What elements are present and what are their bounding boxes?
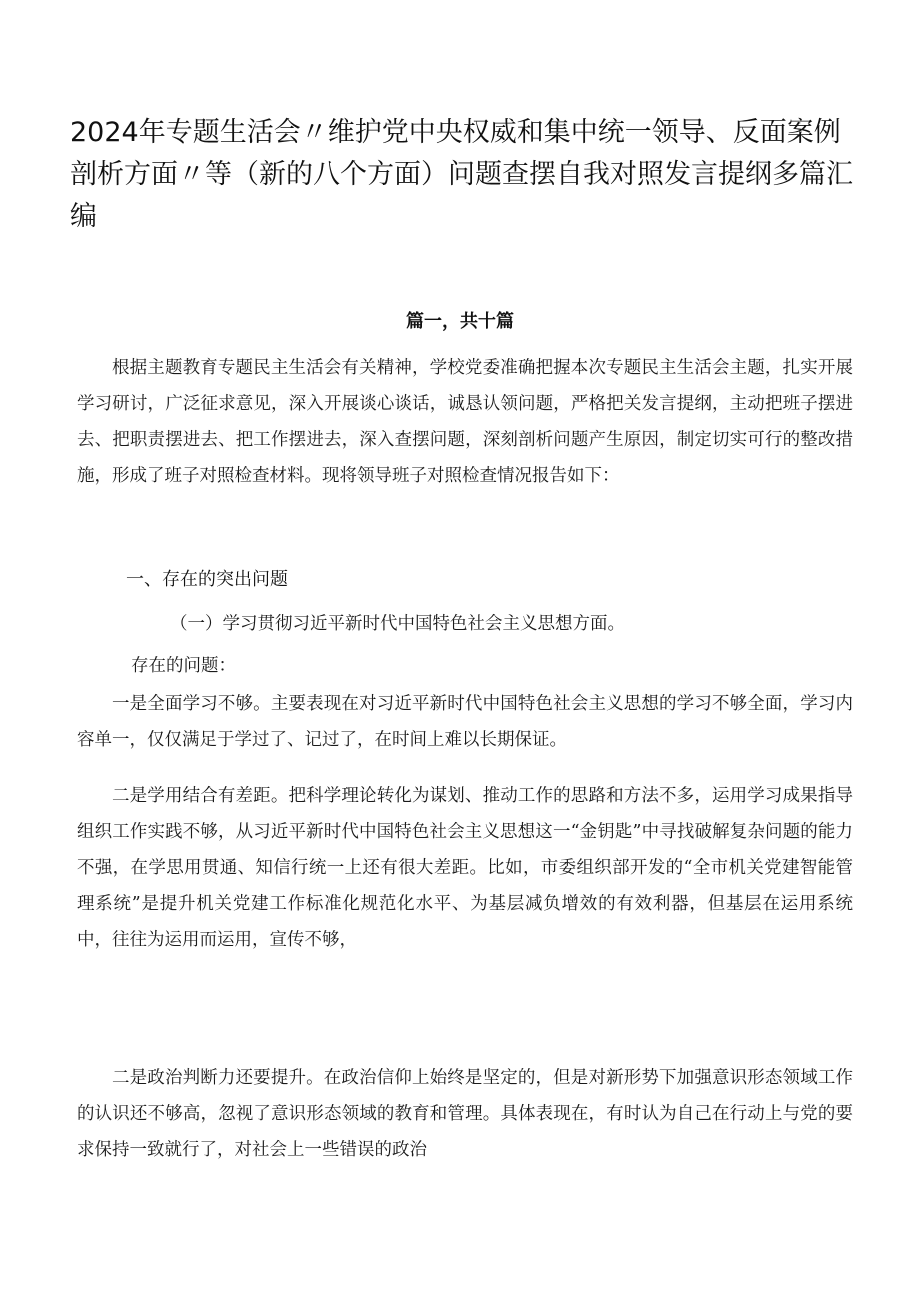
point-paragraph-2: 二是学用结合有差距。把科学理论转化为谋划、推动工作的思路和方法不多，运用学习成果指导组织工作实践不够，从习近平新时代中国特色社会主义思想这一“金钥匙”中寻找破解复杂问题的能力不强，在学思用贯通、知信行统一上还有很大差距。比如，市委组织部开发的“全市机关党建智能管理系统”是提升机关党建工作标准化规范化水平、为基层减负增效的有效利器，但基层在运用系统中，往往为运用而运用，宣传不够， <box>77 786 853 950</box>
problems-label: 存在的问题： <box>131 656 236 676</box>
section-heading: 篇一，共十篇 <box>406 311 514 332</box>
item-heading-study: （一）学习贯彻习近平新时代中国特色社会主义思想方面。 <box>170 614 625 634</box>
point-paragraph-1: 一是全面学习不够。主要表现在对习近平新时代中国特色社会主义思想的学习不够全面，学习内容单一，仅仅满足于学过了、记过了，在时间上难以长期保证。 <box>77 694 853 750</box>
document-title: 2024年专题生活会〃维护党中央权威和集中统一领导、反面案例剖析方面〃等（新的八个方面）问题查摆自我对照发言提纲多篇汇编 <box>70 117 853 232</box>
intro-paragraph: 根据主题教育专题民主生活会有关精神，学校党委准确把握本次专题民主生活会主题，扎实开展学习研讨，广泛征求意见，深入开展谈心谈话，诚恳认领问题，严格把关发言提纲，主动把班子摆进去、把职责摆进去、把工作摆进去，深入查摆问题，深刻剖析问题产生原因，制定切实可行的整改措施，形成了班子对照检查材料。现将领导班子对照检查情况报告如下： <box>77 358 853 486</box>
problems-heading: 一、存在的突出问题 <box>126 569 288 590</box>
point-paragraph-3: 二是政治判断力还要提升。在政治信仰上始终是坚定的，但是对新形势下加强意识形态领域工作的认识还不够高，忽视了意识形态领域的教育和管理。具体表现在，有时认为自己在行动上与党的要求保持一致就行了，对社会上一些错误的政治 <box>77 1068 853 1160</box>
